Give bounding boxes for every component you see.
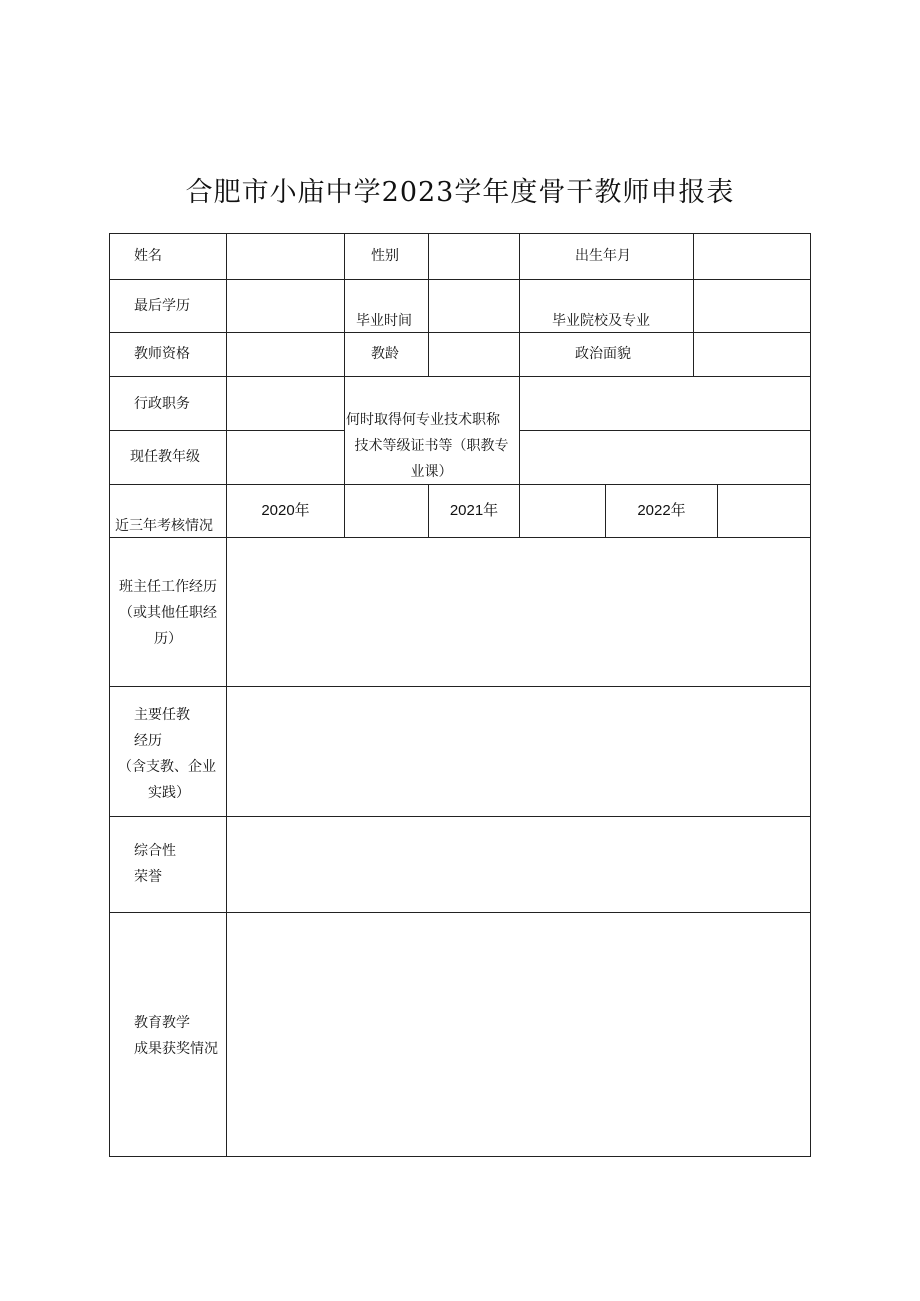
year-2022-label: 2022年 — [637, 502, 686, 519]
grad-time-field[interactable] — [429, 280, 519, 332]
political-status-label: 政治面貌 — [575, 346, 631, 362]
year-2022-result-field[interactable] — [718, 485, 810, 537]
grad-school-label: 毕业院校及专业 — [552, 313, 650, 329]
title-time-field[interactable] — [520, 377, 810, 430]
cert-label — [344, 433, 519, 485]
current-grade-label: 现任教年级 — [130, 449, 200, 465]
qualification-label: 教师资格 — [134, 346, 190, 362]
cert-label-line: 技术等级证书等（职教专 — [354, 438, 509, 454]
political-status-field[interactable] — [694, 333, 810, 376]
year-2021-label: 2021年 — [449, 502, 499, 519]
year-2021-result-field[interactable] — [520, 485, 605, 537]
main-experience-label-line: 主要任教 — [134, 707, 190, 723]
gender-label: 性别 — [371, 248, 399, 264]
head-teacher-label-line: 班主任工作经历 — [119, 579, 217, 595]
education-label: 最后学历 — [134, 298, 190, 314]
admin-post-field[interactable] — [227, 377, 344, 430]
admin-post-label: 行政职务 — [134, 396, 190, 412]
current-grade-field[interactable] — [227, 431, 344, 484]
birth-label: 出生年月 — [575, 248, 631, 264]
title-time-label: 何时取得何专业技术职称 — [346, 412, 500, 428]
head-teacher-label-line: （或其他任职经 — [119, 605, 217, 621]
award-label-line: 成果获奖情况 — [134, 1041, 218, 1057]
cert-field[interactable] — [520, 431, 810, 484]
grad-school-field[interactable] — [694, 280, 810, 332]
honor-label — [134, 838, 224, 890]
qualification-field[interactable] — [227, 333, 344, 376]
education-field[interactable] — [227, 280, 344, 332]
form-title: 合肥市小庙中学2023学年度骨干教师申报表 — [185, 177, 735, 208]
year-2020-result-field[interactable] — [345, 485, 428, 537]
birth-field[interactable] — [694, 234, 810, 279]
grad-time-label: 毕业时间 — [356, 313, 412, 329]
main-experience-label-line: 实践） — [148, 785, 190, 801]
award-label-line: 教育教学 — [134, 1015, 190, 1031]
award-label — [134, 1010, 234, 1062]
name-field[interactable] — [227, 234, 344, 279]
cert-label-line: 业课） — [410, 464, 453, 480]
main-experience-label-line: （含支教、企业 — [118, 759, 216, 775]
main-experience-label — [118, 702, 226, 806]
honor-field[interactable] — [227, 817, 810, 912]
gender-field[interactable] — [429, 234, 519, 279]
teaching-years-label: 教龄 — [371, 346, 399, 362]
main-experience-field[interactable] — [227, 687, 810, 816]
assessment-label: 近三年考核情况 — [115, 518, 213, 534]
main-experience-label-line: 经历 — [134, 733, 162, 749]
head-teacher-field[interactable] — [227, 538, 810, 686]
honor-label-line: 荣誉 — [134, 869, 162, 885]
name-label: 姓名 — [134, 248, 162, 264]
teaching-years-field[interactable] — [429, 333, 519, 376]
year-2020-label: 2020年 — [261, 502, 310, 519]
head-teacher-label-line: 历） — [154, 631, 182, 647]
honor-label-line: 综合性 — [134, 843, 176, 859]
application-form-table — [109, 233, 811, 1157]
award-field[interactable] — [227, 913, 810, 1156]
head-teacher-label — [110, 574, 226, 652]
